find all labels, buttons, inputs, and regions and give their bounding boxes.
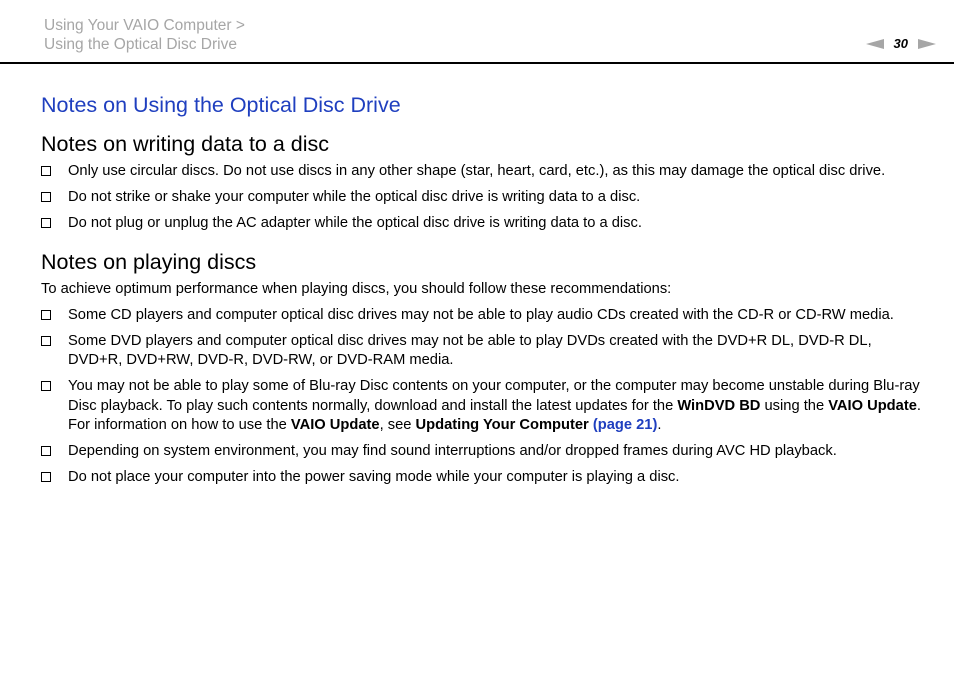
breadcrumb — [44, 16, 245, 54]
checkbox-bullet-icon — [41, 166, 51, 176]
list-item: Depending on system environment, you may find sound interruptions and/or dropped frames during AVC HD playback. — [41, 442, 921, 462]
checkbox-bullet-icon — [41, 381, 51, 391]
next-page-arrow-icon[interactable] — [918, 39, 936, 49]
header-divider — [0, 62, 954, 64]
checkbox-bullet-icon — [41, 192, 51, 202]
list-item: Do not place your computer into the power saving mode while your computer is playing a disc. — [41, 468, 921, 488]
page-number: 30 — [893, 36, 908, 51]
product-name-vaio-update: VAIO Update — [828, 397, 917, 414]
page-title: Notes on Using the Optical Disc Drive — [41, 93, 401, 117]
list-item: Only use circular discs. Do not use discs in any other shape (star, heart, card, etc.), as this may damage the optical disc drive. — [41, 162, 921, 182]
list-item: Some CD players and computer optical disc drives may not be able to play audio CDs created with the CD-R or CD-RW media. — [41, 306, 921, 326]
section-heading-writing: Notes on writing data to a disc — [41, 132, 330, 156]
breadcrumb-current[interactable]: Using the Optical Disc Drive — [44, 36, 237, 53]
checkbox-bullet-icon — [41, 310, 51, 320]
list-item: Do not plug or unplug the AC adapter while the optical disc drive is writing data to a disc. — [41, 214, 921, 234]
playing-notes-list — [41, 306, 921, 488]
playing-intro: To achieve optimum performance when playing discs, you should follow these recommendations: — [41, 280, 672, 297]
product-name-vaio-update: VAIO Update — [290, 417, 380, 433]
previous-page-arrow-icon[interactable] — [866, 39, 884, 49]
list-item: You may not be able to play some of Blu-ray Disc contents on your computer, or the computer may become unstable during Blu-ray Disc playback. To play such contents normally, download and install the latest updates for the WinDVD BD using the VAIO Update. For information on how to use the VAIO Update, see Updating Your Computer (page 21). — [41, 377, 921, 436]
main-content — [41, 91, 921, 494]
breadcrumb-parent[interactable]: Using Your VAIO Computer > — [44, 17, 245, 34]
section-heading-playing: Notes on playing discs — [41, 249, 257, 274]
checkbox-bullet-icon — [41, 336, 51, 346]
checkbox-bullet-icon — [41, 218, 51, 228]
section-reference: Updating Your Computer — [415, 417, 589, 433]
page-reference-link[interactable]: (page 21) — [592, 417, 658, 433]
product-name-windvd: WinDVD BD — [677, 397, 761, 414]
list-item: Do not strike or shake your computer while the optical disc drive is writing data to a disc. — [41, 188, 921, 208]
list-item: Some DVD players and computer optical disc drives may not be able to play DVDs created with the DVD+R DL, DVD-R DL, DVD+R, DVD+RW, DVD-R, DVD-RW, or DVD-RAM media. — [41, 332, 921, 371]
writing-notes-list — [41, 162, 921, 234]
checkbox-bullet-icon — [41, 446, 51, 456]
page-navigation — [866, 36, 936, 51]
checkbox-bullet-icon — [41, 472, 51, 482]
